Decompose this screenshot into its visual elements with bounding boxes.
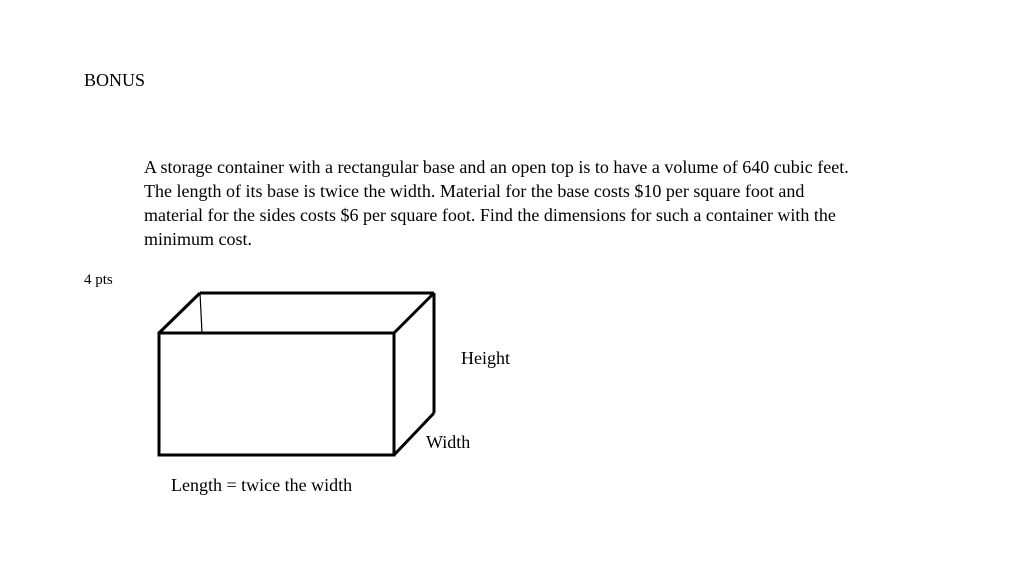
box-inner-back-edge <box>200 293 202 333</box>
box-top-right-edge <box>394 293 434 333</box>
problem-line: The length of its base is twice the width. Material for the base costs $10 per square foot and <box>144 181 805 201</box>
box-top-left-edge <box>159 293 200 333</box>
problem-line: A storage container with a rectangular base and an open top is to have a volume of 640 cubic feet. <box>144 157 849 177</box>
box-front-face <box>159 333 394 455</box>
width-label: Width <box>426 432 471 452</box>
bonus-heading: BONUS <box>84 70 146 90</box>
problem-line: minimum cost. <box>144 229 252 249</box>
length-label: Length = twice the width <box>171 475 353 495</box>
points-value: 4 pts <box>84 272 113 288</box>
height-label: Height <box>461 348 510 368</box>
problem-line: material for the sides costs $6 per square foot. Find the dimensions for such a container with the <box>144 205 836 225</box>
